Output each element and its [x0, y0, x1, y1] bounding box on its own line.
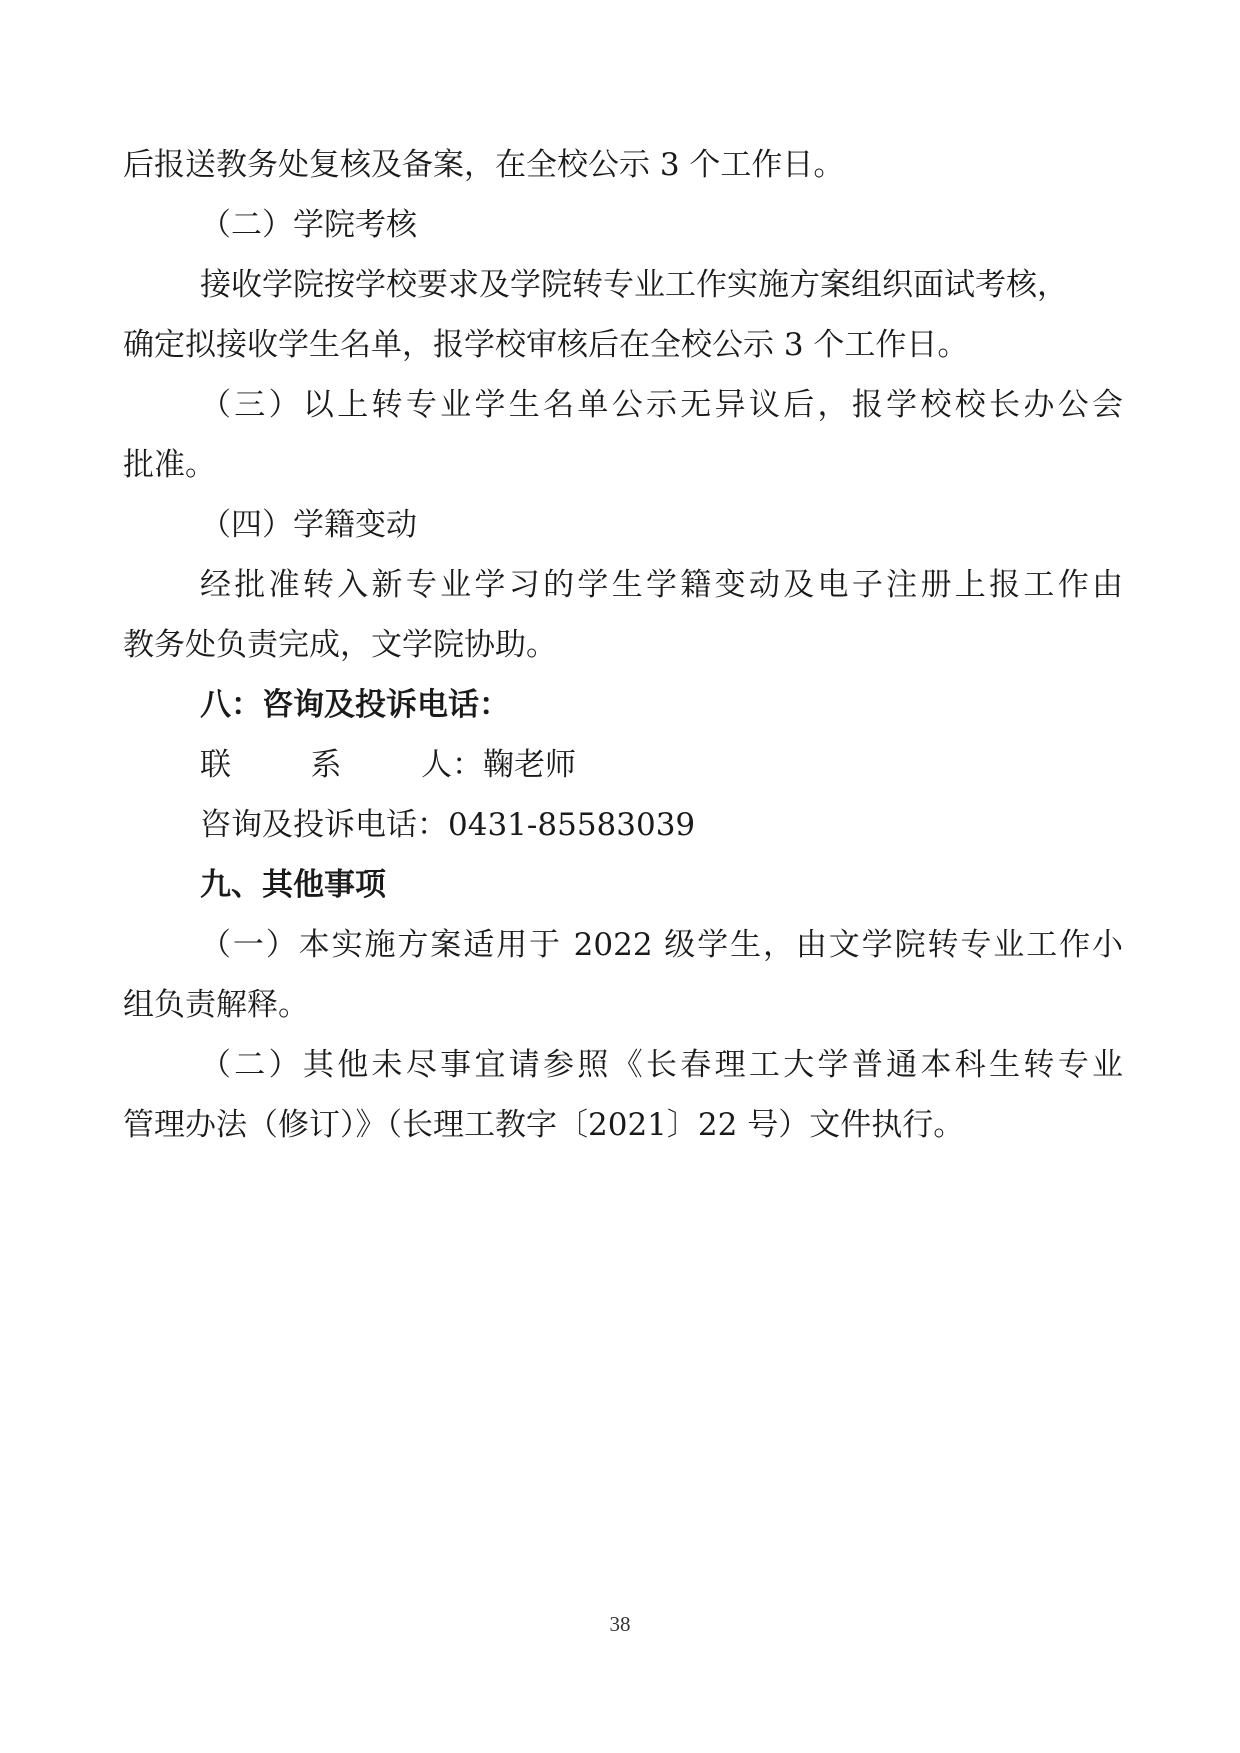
contact-label: 联系人: [200, 747, 452, 783]
paragraph-line: 经批准转入新专业学习的学生学籍变动及电子注册上报工作由: [200, 567, 1123, 603]
paragraph-line: 确定拟接收学生名单，报学校审核后在全校公示 3 个工作日。: [123, 327, 969, 363]
paragraph-line: 批准。: [123, 447, 216, 483]
subheading: （四）学籍变动: [200, 507, 417, 543]
paragraph-line: 管理办法（修订）》（长理工教字〔2021〕22 号）文件执行。: [123, 1107, 965, 1143]
contact-person: [200, 745, 1200, 785]
paragraph-line: 接收学院按学校要求及学院转专业工作实施方案组织面试考核，: [200, 267, 1068, 303]
contact-value: ：鞠老师: [452, 747, 576, 783]
section-heading-contact: 八：咨询及投诉电话：: [200, 687, 510, 723]
paragraph-line: （三）以上转专业学生名单公示无异议后，报学校校长办公会: [200, 387, 1123, 423]
paragraph-line: 后报送教务处复核及备案，在全校公示 3 个工作日。: [123, 147, 845, 183]
paragraph-line: 教务处负责完成，文学院协助。: [123, 627, 557, 663]
paragraph-line: （一）本实施方案适用于 2022 级学生，由文学院转专业工作小: [200, 927, 1123, 963]
paragraph-line: （二）其他未尽事宜请参照《长春理工大学普通本科生转专业: [200, 1047, 1123, 1083]
page-number: 38: [609, 1612, 631, 1636]
section-heading-other: 九、其他事项: [200, 867, 386, 903]
subheading: （二）学院考核: [200, 207, 417, 243]
paragraph-line: 组负责解释。: [123, 987, 309, 1023]
contact-phone: 咨询及投诉电话：0431-85583039: [200, 807, 696, 843]
